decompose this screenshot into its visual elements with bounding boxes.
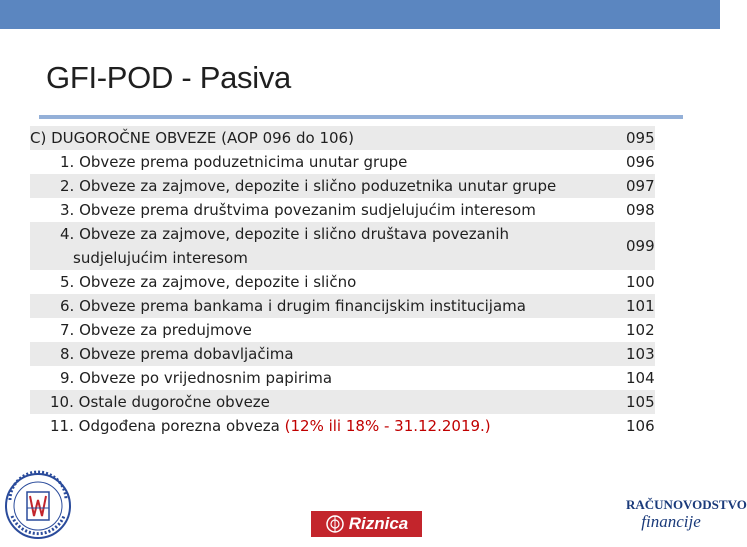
row-label: Ostale dugoročne obveze [78,393,270,411]
row-label-continued: sudjelujućim interesom [73,249,248,267]
table-row [30,174,655,198]
heading-label: C) DUGOROČNE OBVEZE (AOP 096 do 106) [30,126,616,150]
aop-code: 105 [626,390,655,414]
aop-code: 097 [626,174,655,198]
table-row [30,390,655,414]
aop-code: 106 [626,414,655,438]
row-number: 2. [60,177,75,195]
aop-code: 103 [626,342,655,366]
row-label: Obveze prema društvima povezanim sudjelujućim interesom [79,201,536,219]
top-banner [0,0,720,29]
table-row [30,342,655,366]
aop-code: 095 [626,126,655,150]
riznica-emblem-icon [325,514,345,534]
row-number: 5. [60,273,75,291]
aop-code: 096 [626,150,655,174]
row-number: 8. [60,345,75,363]
riznica-wordmark: Riznica [348,514,409,533]
slide-title: GFI-POD - Pasiva [46,60,291,95]
table-row-heading [30,126,655,150]
table-row [30,198,655,222]
table-row [30,150,655,174]
financije-wordmark: financije [641,512,701,531]
table-row [30,318,655,342]
row-label: Obveze za zajmove, depozite i slično poduzetnika unutar grupe [79,177,557,195]
racunovodstvo-logo [626,496,747,540]
row-label: Odgođena porezna obveza [78,417,285,435]
table-row [30,414,655,438]
row-number: 4. [60,225,75,243]
row-label: Obveze za zajmove, depozite i slično [79,273,357,291]
row-label: Obveze po vrijednosnim papirima [79,369,333,387]
seal-logo-icon [0,470,76,542]
row-label-highlight: (12% ili 18% - 31.12.2019.) [284,417,491,435]
row-label: Obveze za zajmove, depozite i slično društava povezanih [79,225,510,243]
row-number: 10. [50,393,74,411]
row-number: 7. [60,321,75,339]
aop-code: 098 [626,198,655,222]
row-label: Obveze prema dobavljačima [79,345,294,363]
aop-code: 100 [626,270,655,294]
row-number: 1. [60,153,75,171]
row-number: 11. [50,417,74,435]
riznica-logo [311,511,422,537]
row-number: 6. [60,297,75,315]
aop-code: 104 [626,366,655,390]
liabilities-table [30,126,655,438]
table-row [30,294,655,318]
row-label: Obveze prema bankama i drugim financijskim institucijama [79,297,526,315]
aop-code: 099 [626,222,655,270]
row-label: Obveze za predujmove [79,321,252,339]
table-row [30,270,655,294]
racunovodstvo-wordmark: RAČUNOVODSTVO [626,497,747,512]
aop-code: 101 [626,294,655,318]
table-row [30,366,655,390]
row-label: Obveze prema poduzetnicima unutar grupe [79,153,408,171]
row-number: 3. [60,201,75,219]
row-number: 9. [60,369,75,387]
aop-code: 102 [626,318,655,342]
seal-logo [0,470,76,542]
table-row [30,222,655,270]
title-underline [39,115,683,119]
